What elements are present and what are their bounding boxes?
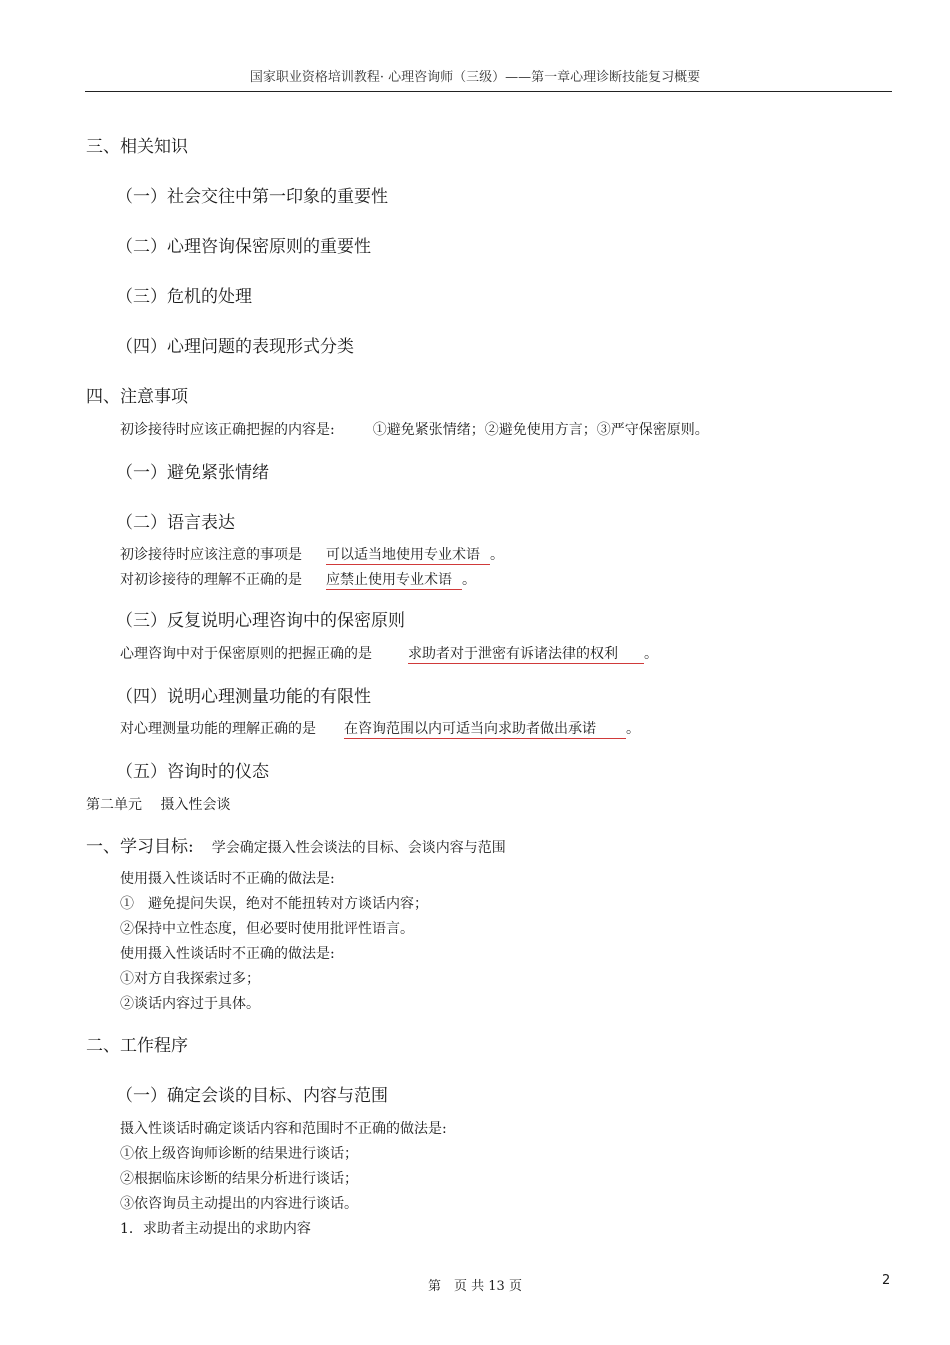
subsection-3-title: （三）反复说明心理咨询中的保密原则 xyxy=(116,611,405,631)
page-header: 国家职业资格培训教程· 心理咨询师（三级）——第一章心理诊断技能复习概要 xyxy=(249,70,701,85)
subsection-2-question-2 xyxy=(120,569,476,590)
section-4-intro xyxy=(120,419,709,439)
period: 。 xyxy=(626,721,640,737)
answer-underlined: 在咨询范围以内可适当向求助者做出承诺 xyxy=(344,721,626,739)
section-3-item-1: （一）社会交往中第一印象的重要性 xyxy=(116,187,388,207)
unit-2-line: ②谈话内容过于具体。 xyxy=(120,996,260,1012)
subsection-3-question xyxy=(120,643,658,664)
question-label: 初诊接待时应该注意的事项是 xyxy=(120,547,302,563)
answer-underlined: 可以适当地使用专业术语 xyxy=(326,547,490,565)
page-number: 2 xyxy=(882,1273,891,1288)
procedure-line: ③依咨询员主动提出的内容进行谈话。 xyxy=(120,1196,358,1212)
procedure-line: 摄入性谈话时确定谈话内容和范围时不正确的做法是: xyxy=(120,1121,447,1137)
answer-underlined: 应禁止使用专业术语 xyxy=(326,572,462,590)
header-rule xyxy=(85,91,892,92)
subsection-5-title: （五）咨询时的仪态 xyxy=(116,762,269,782)
subsection-4-title: （四）说明心理测量功能的有限性 xyxy=(116,687,371,707)
period: 。 xyxy=(644,646,658,662)
unit-2-line: 使用摄入性谈话时不正确的做法是: xyxy=(120,946,335,962)
unit-2-line: 使用摄入性谈话时不正确的做法是: xyxy=(120,871,335,887)
procedure-title: 二、工作程序 xyxy=(86,1036,188,1056)
page-footer: 第 页 共 13 页 xyxy=(428,1279,522,1294)
unit-2-line: ① 避免提问失误，绝对不能扭转对方谈话内容； xyxy=(120,896,428,912)
unit-2-line: ①对方自我探索过多； xyxy=(120,971,260,987)
section-4-intro-label: 初诊接待时应该正确把握的内容是: xyxy=(120,422,335,438)
unit-2-line: ②保持中立性态度，但必要时使用批评性语言。 xyxy=(120,921,414,937)
subsection-4-question xyxy=(120,718,640,739)
question-label: 对初诊接待的理解不正确的是 xyxy=(120,572,302,588)
question-label: 心理咨询中对于保密原则的把握正确的是 xyxy=(120,646,372,662)
unit-2-goal xyxy=(86,832,506,857)
section-3-item-4: （四）心理问题的表现形式分类 xyxy=(116,337,354,357)
section-3-item-2: （二）心理咨询保密原则的重要性 xyxy=(116,237,371,257)
answer-underlined: 求助者对于泄密有诉诸法律的权利 xyxy=(408,646,644,664)
section-3-title: 三、相关知识 xyxy=(86,137,188,157)
period: 。 xyxy=(490,547,504,563)
procedure-subsection-1-title: （一）确定会谈的目标、内容与范围 xyxy=(116,1086,388,1106)
period: 。 xyxy=(462,572,476,588)
section-4-title: 四、注意事项 xyxy=(86,387,188,407)
procedure-line: ①依上级咨询师诊断的结果进行谈话； xyxy=(120,1146,358,1162)
goal-label: 一、学习目标: xyxy=(86,837,194,857)
goal-value: 学会确定摄入性会谈法的目标、会谈内容与范围 xyxy=(211,840,506,856)
procedure-line: 1．求助者主动提出的求助内容 xyxy=(120,1221,311,1237)
subsection-2-title: （二）语言表达 xyxy=(116,513,235,533)
subsection-2-question-1 xyxy=(120,544,504,565)
unit-2-title: 第二单元 摄入性会谈 xyxy=(86,797,231,813)
procedure-line: ②根据临床诊断的结果分析进行谈话； xyxy=(120,1171,358,1187)
section-3-item-3: （三）危机的处理 xyxy=(116,287,252,307)
question-label: 对心理测量功能的理解正确的是 xyxy=(120,721,316,737)
section-4-intro-value: ①避免紧张情绪；②避免使用方言；③严守保密原则。 xyxy=(372,422,709,438)
subsection-1-title: （一）避免紧张情绪 xyxy=(116,463,269,483)
